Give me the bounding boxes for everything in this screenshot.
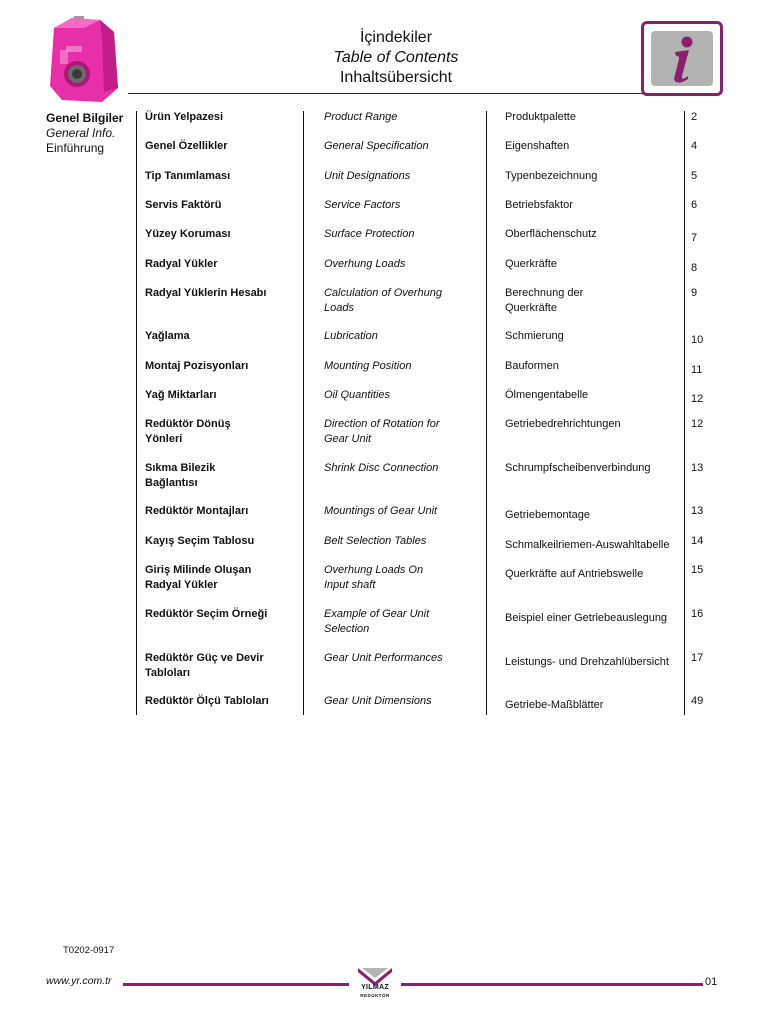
entry-line: Leistungs- und Drehzahlübersicht — [505, 656, 669, 668]
entry-title-turkish — [145, 534, 295, 549]
document-code: T0202-0917 — [63, 945, 115, 956]
header-divider — [128, 93, 722, 94]
entry-line: Product Range — [324, 111, 398, 123]
entry-title-english — [324, 651, 474, 666]
page-number: 01 — [705, 976, 718, 988]
entry-line: Tip Tanımlaması — [145, 170, 231, 182]
entry-line: Radyal Yüklerin Hesabı — [145, 287, 267, 299]
entry-title-german — [505, 329, 685, 344]
entry-page-number[interactable]: 14 — [691, 535, 704, 547]
entry-line: Beispiel einer Getriebeauslegung — [505, 612, 668, 624]
entry-title-english — [324, 563, 474, 592]
entry-title-german — [505, 461, 685, 476]
entry-title-english — [324, 169, 474, 184]
entry-line: Querkräfte — [505, 301, 557, 314]
entry-title-german — [505, 611, 685, 626]
entry-line: Genel Özellikler — [145, 140, 228, 152]
entry-line: Loads — [324, 301, 354, 314]
entry-title-english — [324, 694, 474, 709]
column-divider — [303, 111, 304, 715]
entry-title-turkish — [145, 227, 295, 242]
entry-line: Betriebsfaktor — [505, 199, 573, 211]
entry-title-english — [324, 198, 474, 213]
entry-line: Redüktör Güç ve Devir — [145, 652, 264, 664]
entry-title-german — [505, 388, 685, 403]
entry-line: Sıkma Bilezik — [145, 462, 216, 474]
section-label-german: Einführung — [46, 141, 105, 155]
entry-title-german — [505, 359, 685, 374]
entry-title-turkish — [145, 110, 295, 125]
entry-line: Querkräfte auf Antriebswelle — [505, 568, 644, 580]
entry-page-number[interactable]: 6 — [691, 199, 698, 211]
entry-page-number[interactable]: 12 — [691, 393, 704, 405]
entry-line: Direction of Rotation for — [324, 418, 440, 430]
entry-line: Gear Unit Performances — [324, 652, 443, 664]
entry-line: Overhung Loads On — [324, 564, 424, 576]
column-divider — [136, 111, 137, 715]
title-english: Table of Contents — [333, 49, 459, 66]
entry-line: Ölmengentabelle — [505, 389, 589, 401]
entry-line: Mountings of Gear Unit — [324, 505, 438, 517]
entry-title-english — [324, 227, 474, 242]
entry-line: Unit Designations — [324, 170, 411, 182]
entry-title-turkish — [145, 563, 295, 592]
entry-line: Montaj Pozisyonları — [145, 360, 249, 372]
entry-title-english — [324, 329, 474, 344]
entry-line: Yönleri — [145, 432, 183, 445]
column-divider — [486, 111, 487, 715]
section-label-english: General Info. — [46, 126, 116, 140]
entry-title-english — [324, 417, 474, 446]
entry-title-english — [324, 534, 474, 549]
title-german: Inhaltsübersicht — [339, 69, 453, 86]
entry-line: Schmalkeilriemen-Auswahltabelle — [505, 539, 670, 551]
entry-title-turkish — [145, 388, 295, 403]
entry-line: Shrink Disc Connection — [324, 462, 439, 474]
entry-line: Typenbezeichnung — [505, 170, 598, 182]
entry-title-english — [324, 110, 474, 125]
entry-title-turkish — [145, 417, 295, 446]
entry-page-number[interactable]: 2 — [691, 111, 698, 123]
entry-title-german — [505, 417, 685, 432]
entry-title-german — [505, 198, 685, 213]
entry-title-german — [505, 508, 685, 523]
entry-page-number[interactable]: 5 — [691, 170, 698, 182]
entry-page-number[interactable]: 15 — [691, 564, 704, 576]
entry-line: Calculation of Overhung — [324, 287, 443, 299]
entry-title-english — [324, 461, 474, 476]
entry-title-turkish — [145, 504, 295, 519]
entry-page-number[interactable]: 8 — [691, 262, 698, 274]
entry-line: Radyal Yükler — [145, 258, 218, 270]
entry-title-german — [505, 698, 685, 713]
entry-line: Schrumpfscheibenverbindung — [505, 462, 651, 474]
entry-title-turkish — [145, 359, 295, 374]
entry-line: Belt Selection Tables — [324, 535, 427, 547]
entry-page-number[interactable]: 12 — [691, 418, 704, 430]
entry-line: Berechnung der — [505, 287, 584, 299]
entry-line: Surface Protection — [324, 228, 415, 240]
entry-line: Redüktör Ölçü Tabloları — [145, 695, 269, 707]
entry-title-turkish — [145, 694, 295, 709]
entry-title-english — [324, 359, 474, 374]
entry-title-english — [324, 504, 474, 519]
entry-line: Yüzey Koruması — [145, 228, 231, 240]
entry-page-number[interactable]: 13 — [691, 505, 704, 517]
entry-title-german — [505, 567, 685, 582]
entry-line: Oil Quantities — [324, 389, 391, 401]
entry-line: Bauformen — [505, 360, 559, 372]
entry-page-number[interactable]: 49 — [691, 695, 704, 707]
entry-page-number[interactable]: 10 — [691, 334, 704, 346]
entry-page-number[interactable]: 13 — [691, 462, 704, 474]
entry-line: Giriş Milinde Oluşan — [145, 564, 252, 576]
entry-title-turkish — [145, 651, 295, 680]
entry-title-german — [505, 139, 685, 154]
entry-title-turkish — [145, 139, 295, 154]
entry-title-turkish — [145, 198, 295, 213]
entry-title-turkish — [145, 329, 295, 344]
section-label-turkish: Genel Bilgiler — [46, 111, 124, 125]
entry-line: Schmierung — [505, 330, 564, 342]
entry-title-turkish — [145, 607, 295, 622]
entry-title-german — [505, 169, 685, 184]
entry-line: Tabloları — [145, 666, 191, 679]
entry-line: Getriebedrehrichtungen — [505, 418, 621, 430]
entry-page-number[interactable]: 9 — [691, 287, 698, 299]
entry-title-english — [324, 257, 474, 272]
entry-line: Getriebemontage — [505, 509, 590, 521]
entry-line: Bağlantısı — [145, 476, 198, 489]
entry-line: Input shaft — [324, 578, 376, 591]
entry-title-english — [324, 388, 474, 403]
entry-line: Lubrication — [324, 330, 378, 342]
entry-title-german — [505, 538, 685, 553]
entry-title-english — [324, 286, 474, 315]
entry-line: Mounting Position — [324, 360, 412, 372]
section-label — [46, 111, 123, 156]
entry-line: Getriebe-Maßblätter — [505, 699, 604, 711]
entry-title-german — [505, 227, 685, 242]
entry-title-turkish — [145, 461, 295, 490]
entry-line: Gear Unit — [324, 432, 372, 445]
entry-line: Servis Faktörü — [145, 199, 222, 211]
entry-line: Selection — [324, 622, 370, 635]
entry-line: Ürün Yelpazesi — [145, 111, 224, 123]
entry-page-number[interactable]: 11 — [691, 364, 703, 376]
entry-line: Produktpalette — [505, 111, 576, 123]
entry-title-german — [505, 110, 685, 125]
entry-line: Gear Unit Dimensions — [324, 695, 432, 707]
entry-page-number[interactable]: 17 — [691, 652, 704, 664]
entry-title-german — [505, 257, 685, 272]
entry-title-english — [324, 139, 474, 154]
entry-title-german — [505, 286, 685, 315]
entry-line: General Specification — [324, 140, 429, 152]
entry-line: Eigenshaften — [505, 140, 570, 152]
entry-page-number[interactable]: 7 — [691, 232, 698, 244]
gearbox-image — [44, 14, 124, 104]
entry-line: Overhung Loads — [324, 258, 406, 270]
entry-title-german — [505, 655, 685, 670]
entry-line: Yağlama — [145, 330, 190, 342]
logo-subtext: REDÜKTÖR — [360, 993, 390, 998]
entry-title-turkish — [145, 286, 295, 301]
footer-rule-left — [123, 983, 349, 986]
footer-rule-right — [401, 983, 703, 986]
entry-line: Redüktör Montajları — [145, 505, 249, 517]
entry-title-english — [324, 607, 474, 636]
entry-title-turkish — [145, 257, 295, 272]
logo-text: YILMAZ — [361, 984, 389, 991]
entry-line: Oberflächenschutz — [505, 228, 597, 240]
page-title — [250, 28, 542, 88]
entry-line: Example of Gear Unit — [324, 608, 430, 620]
website-link[interactable]: www.yr.com.tr — [46, 975, 112, 987]
entry-page-number[interactable]: 16 — [691, 608, 704, 620]
info-icon — [641, 21, 723, 96]
title-turkish: İçindekiler — [359, 29, 433, 46]
entry-page-number[interactable]: 4 — [691, 140, 698, 152]
entry-line: Radyal Yükler — [145, 578, 218, 591]
entry-line: Querkräfte — [505, 258, 557, 270]
info-glyph-icon — [651, 31, 713, 86]
entry-line: Redüktör Seçim Örneği — [145, 608, 268, 620]
entry-line: Yağ Miktarları — [145, 389, 217, 401]
entry-line: Kayış Seçim Tablosu — [145, 535, 255, 547]
entry-line: Service Factors — [324, 199, 401, 211]
entry-title-turkish — [145, 169, 295, 184]
entry-line: Redüktör Dönüş — [145, 418, 231, 430]
